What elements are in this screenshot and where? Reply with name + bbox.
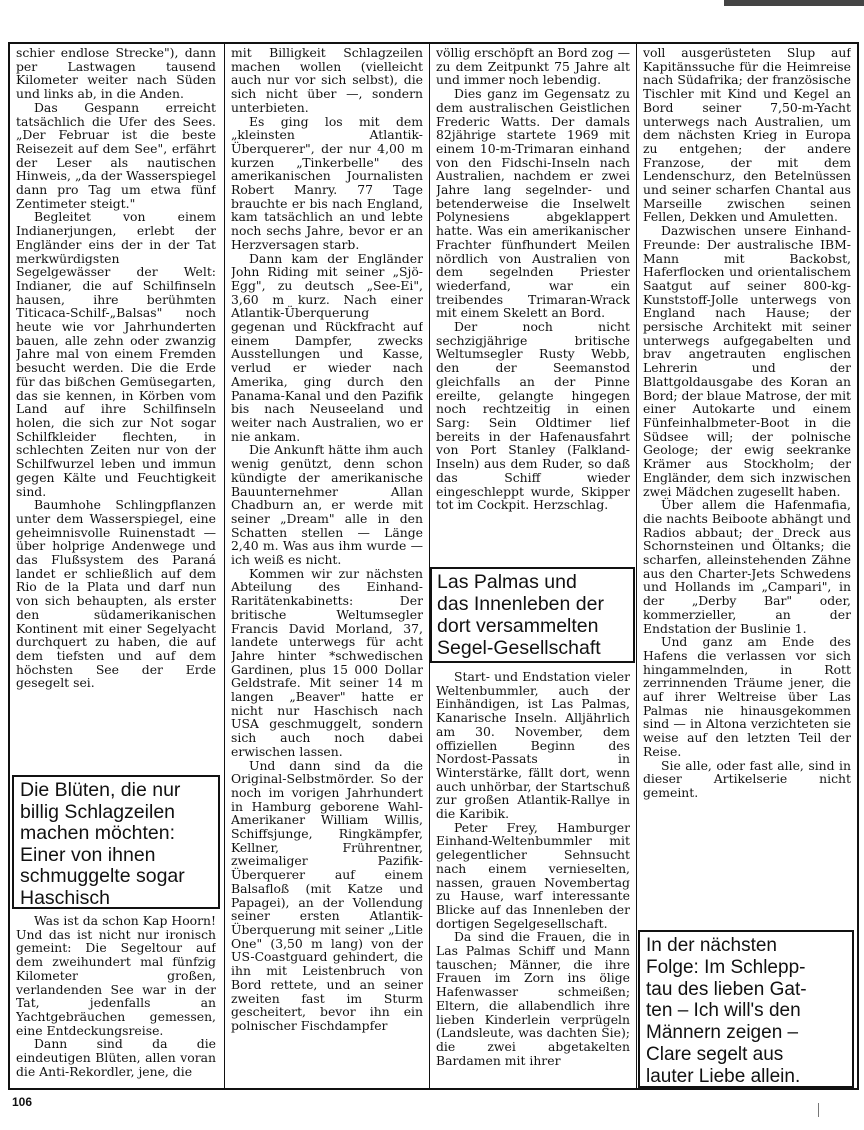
paragraph: Dann sind da die eindeutigen Blüten, allen voran die Anti-Rekordler, jene, die bbox=[16, 1036, 216, 1079]
paragraph: Start- und Endstation vieler Weltenbummler, auch der Einhändigen, ist Las Palmas, Kanarische Inseln. Alljährlich am 30. November, dem offiziellen Beginn des Nordost-Passats in Winterstärke, fällt dort, wenn auch unhörbar, der Startschuß zur großen Atlantik-Rallye in die Karibik. bbox=[436, 670, 630, 822]
next-episode-line: tau des lieben Gat- bbox=[646, 978, 807, 1000]
paragraph: Begleitet von einem Indianerjungen, erlebt der Engländer eins der in der Tat merkwürdigsten Segelgewässer der Welt: Indianer, die auf Schilfinseln hausen, ihre berühmten Titicaca-Schilf-„Balsas" noch heute wie vor Jahrhunderten bauen, alle zehn oder zwanzig Jahre mal von einem Fremden besucht werden. Die die Erde für das bißchen Gemüsegarten, das sie kennen, in Körben vom Land auf ihre Schilfinseln holen, die sich zur Not sogar Schilfkleider flechten, in schlechten Zeiten nur von der Schilfwurzel leben und immun gegen Kälte und Feuchtigkeit sind. bbox=[16, 209, 216, 499]
paragraph: Der noch nicht sechzigjährige britische Weltumsegler Rusty Webb, den der Seemanstod gleichfalls an der Pinne ereilte, gelangte hingegen noch rechtzeitig in einen Sarg: Sein Oldtimer lief bereits in der Hafenausfahrt von Port Stanley (Falkland-Inseln) aus dem Ruder, so daß das Schiff wieder eingeschleppt wurde, Skipper tot im Cockpit. Herzschlag. bbox=[436, 319, 630, 513]
next-episode-line: Männern zeigen – bbox=[646, 1022, 799, 1044]
headline-1-line: billig Schlagzeilen bbox=[20, 800, 176, 823]
paragraph: Dann kam der Engländer John Riding mit seiner „Sjö-Egg", zu deutsch „See-Ei", 3,60 m kurz. Nach einer Atlantik-Überquerung gegenan und Rückfracht auf einem Dampfer, zwecks Ausstellungen und Kasse, verlud er wieder nach Amerika, ging durch den Panama-Kanal und den Pazifik bis nach Neuseeland und weiter nach Australien, wo er nie ankam. bbox=[231, 250, 423, 444]
paragraph: Das Gespann erreicht tatsächlich die Ufer des Sees. „Der Februar ist die beste Reisezeit auf dem See", erfährt der Leser als nautischen Hinweis, „da der Wasserspiegel dann pro Tag um etwa fünf Zentimeter steigt." bbox=[16, 99, 216, 211]
column-1 bbox=[16, 46, 216, 772]
paragraph: voll ausgerüsteten Slup auf Kapitänssuche für die Heimreise nach Südafrika; der französische Tischler mit Kind und Kegel an Bord seiner 7,50-m-Yacht unterwegs nach Australien, um dem nächsten Krieg in Europa zu entgehen; der andere Franzose, der mit dem Lendenschurz, den Betelnüssen und seiner scharfen Chantal aus Marseille zwischen seinen Fellen, Dekken und Amuletten. bbox=[643, 46, 851, 225]
top-edge-bar bbox=[724, 0, 864, 6]
column-rule bbox=[429, 44, 430, 1088]
headline-2-line: dort versammelten bbox=[437, 615, 599, 637]
column-rule bbox=[636, 44, 637, 1088]
page-number: 106 bbox=[12, 1095, 33, 1109]
headline-1-line: Haschisch bbox=[20, 886, 110, 909]
paragraph: Über allem die Hafenmafia, die nachts Beiboote abhängt und Radios abbaut; der Dreck aus Schornsteinen und Öltanks; die scharfen, alleinstehenden Zähne aus den Charter-Jets Schwedens und Hollands im „Campari", in der „Derby Bar" oder, kommerzieller, an der Endstation der Buslinie 1. bbox=[643, 497, 851, 636]
paragraph: mit Billigkeit Schlagzeilen machen wollen (vielleicht auch nur vor sich selbst), die sich nicht über —, sondern unterbieten. bbox=[231, 46, 423, 115]
paragraph: Kommen wir zur nächsten Abteilung des Einhand-Raritätenkabinetts: Der britische Weltumsegler Francis David Morland, 37, landete unterwegs für acht Jahre hinter *schwedischen Gardinen, plus 15 000 Dollar Geldstrafe. Mit seiner 14 m langen „Beaver" hatte er nicht nur Haschisch nach USA geschmuggelt, sondern sich auch noch dabei erwischen lassen. bbox=[231, 565, 423, 759]
column-4 bbox=[643, 46, 851, 926]
next-episode-line: lauter Liebe allein. bbox=[646, 1065, 801, 1087]
headline-1-line: machen möchten: bbox=[20, 822, 176, 844]
column-rule bbox=[224, 44, 225, 1088]
paragraph: Und ganz am Ende des Hafens die verlassen vor sich hingammelnden, in Rott zerrinnenden Träume jener, die auf ihrer Weltreise über Las Palmas nie hinausgekommen sind — in Altona verzichteten sie weise auf den letzten Teil der Reise. bbox=[643, 634, 851, 759]
column-2 bbox=[231, 46, 423, 1088]
paragraph: Die Ankunft hätte ihm auch wenig genützt, denn schon kündigte der amerikanische Bauunternehmer Allan Chadburn an, er werde mit seiner „Dream" alle in den Schatten stellen — Länge 2,40 m. Was aus ihm wurde — ich weiß es nicht. bbox=[231, 442, 423, 568]
column-3-lower bbox=[436, 670, 630, 1088]
headline-box-1 bbox=[12, 775, 220, 909]
headline-box-2 bbox=[430, 567, 635, 663]
paragraph: Dies ganz im Gegensatz zu dem australischen Geistlichen Frederic Watts. Der damals 82jährige startete 1969 mit einem 10-m-Trimaran einhand von den Fidschi-Inseln nach Australien, nachdem er zwei Jahre lang segelnder- und betenderweise die Inselwelt Polynesiens abgeklappert hatte. Was ein amerikanischer Frachter fünfhundert Meilen nördlich von Australien von dem segelnden Priester wiederfand, war ein treibendes Trimaran-Wrack mit einem Skelett an Bord. bbox=[436, 86, 630, 321]
next-episode-line: In der nächsten bbox=[646, 935, 777, 956]
column-1-lower bbox=[16, 914, 216, 1088]
margin-tick bbox=[818, 1103, 819, 1117]
paragraph: Da sind die Frauen, die in Las Palmas Schiff und Mann tauschen; Männer, die ihre Frauen im Zorn ins ölige Hafenwasser schmeißen; Eltern, die allabendlich ihre lieben Kinderlein verprügeln (Landsleute, was dachten Sie); die zwei abgetakelten Bardamen mit ihrer bbox=[436, 929, 630, 1068]
next-episode-line: Folge: Im Schlepp- bbox=[646, 956, 806, 978]
headline-1-line: Einer von ihnen bbox=[20, 843, 156, 866]
headline-2-line: das Innenleben der bbox=[437, 593, 604, 615]
column-3 bbox=[436, 46, 630, 566]
headline-1-line: schmuggelte sogar bbox=[20, 865, 185, 887]
next-episode-line: ten – Ich will's den bbox=[646, 1000, 801, 1022]
paragraph: Es ging los mit dem „kleinsten Atlantik-Überquerer", der nur 4,00 m kurzen „Tinkerbelle" des amerikanischen Journalisten Robert Manry. 77 Tage brauchte er bis nach England, kam tatsächlich an und lebte noch sechs Jahre, bevor er an Herzversagen starb. bbox=[231, 113, 423, 252]
headline-2-line: Las Palmas und bbox=[437, 571, 577, 593]
next-episode-line: Clare segelt aus bbox=[646, 1043, 784, 1065]
paragraph: Sie alle, oder fast alle, sind in dieser Artikelserie nicht gemeint. bbox=[643, 757, 851, 800]
headline-2-line: Segel-Gesellschaft bbox=[437, 637, 601, 659]
paragraph: Was ist da schon Kap Hoorn! Und das ist nicht nur ironisch gemeint: Die Segeltour auf dem zweihundert mal fünfzig Kilometer großen, verlandenden See war in der Tat, jedenfalls an Yachtgebräuchen gemessen, eine Entdeckungsreise. bbox=[16, 914, 216, 1038]
paragraph: Dazwischen unsere Einhand-Freunde: Der australische IBM-Mann mit Backobst, Haferflocken und orientalischem Saatgut auf seiner 800-kg-Kunststoff-Jolle unterwegs von England nach Hause; der persische Architekt mit seiner unterwegs aufgegabelten und brav angetrauten englischen Lehrerin und der Blattgoldausgabe des Koran an Bord; der blaue Matrose, der mit einer Autokarte und einem Fünfeinhalbmeter-Boot in die Südsee will; der polnische Geologe; der ewig seekranke Krämer aus Stockholm; der Engländer, dem sich inzwischen zwei Mädchen zugesellt haben. bbox=[643, 223, 851, 499]
paragraph: schier endlose Strecke"), dann per Lastwagen tausend Kilometer weiter nach Süden und links ab, in die Anden. bbox=[16, 46, 216, 102]
paragraph: Und dann sind da die Original-Selbstmörder. So der noch im vorigen Jahrhundert in Hamburg geborene Wahl-Amerikaner William Willis, Schiffsjunge, Ringkämpfer, Kellner, Frührentner, zweimaliger Pazifik-Überquerer auf einem Balsafloß (mit Katze und Papagei), an der Vollendung seiner ersten Atlantik-Überquerung mit seiner „Litle One" (3,50 m lang) von der US-Coastguard gehindert, die ihn mit Leistenbruch von Bord rettete, und an seiner zweiten fast im Sturm gescheitert, bevor ihn ein polnischer Fischdampfer bbox=[231, 757, 423, 1033]
headline-1-line: Die Blüten, die nur bbox=[20, 779, 181, 801]
paragraph: Baumhohe Schlingpflanzen unter dem Wasserspiegel, eine geheimnisvolle Ruinenstadt — über holprige Andenwege und das Flußsystem des Paraná landet er schließlich auf dem Rio de la Plata und darf nun von sich behaupten, als erster den südamerikanischen Kontinent mit einer Segelyacht durchquert zu haben, die auf dem tiefsten und auf dem höchsten See der Erde gesegelt sei. bbox=[16, 497, 216, 691]
next-episode-box bbox=[638, 930, 854, 1088]
paragraph: Peter Frey, Hamburger Einhand-Weltenbummler mit gelegentlicher Sehnsucht nach einem vernieselten, nassen, grauen Novembertag zu Hause, warf interessante Blicke auf das Innenleben der dortigen Segelgesellschaft. bbox=[436, 819, 630, 931]
paragraph: völlig erschöpft an Bord zog — zu dem Zeitpunkt 75 Jahre alt und immer noch lebendig. bbox=[436, 46, 630, 88]
